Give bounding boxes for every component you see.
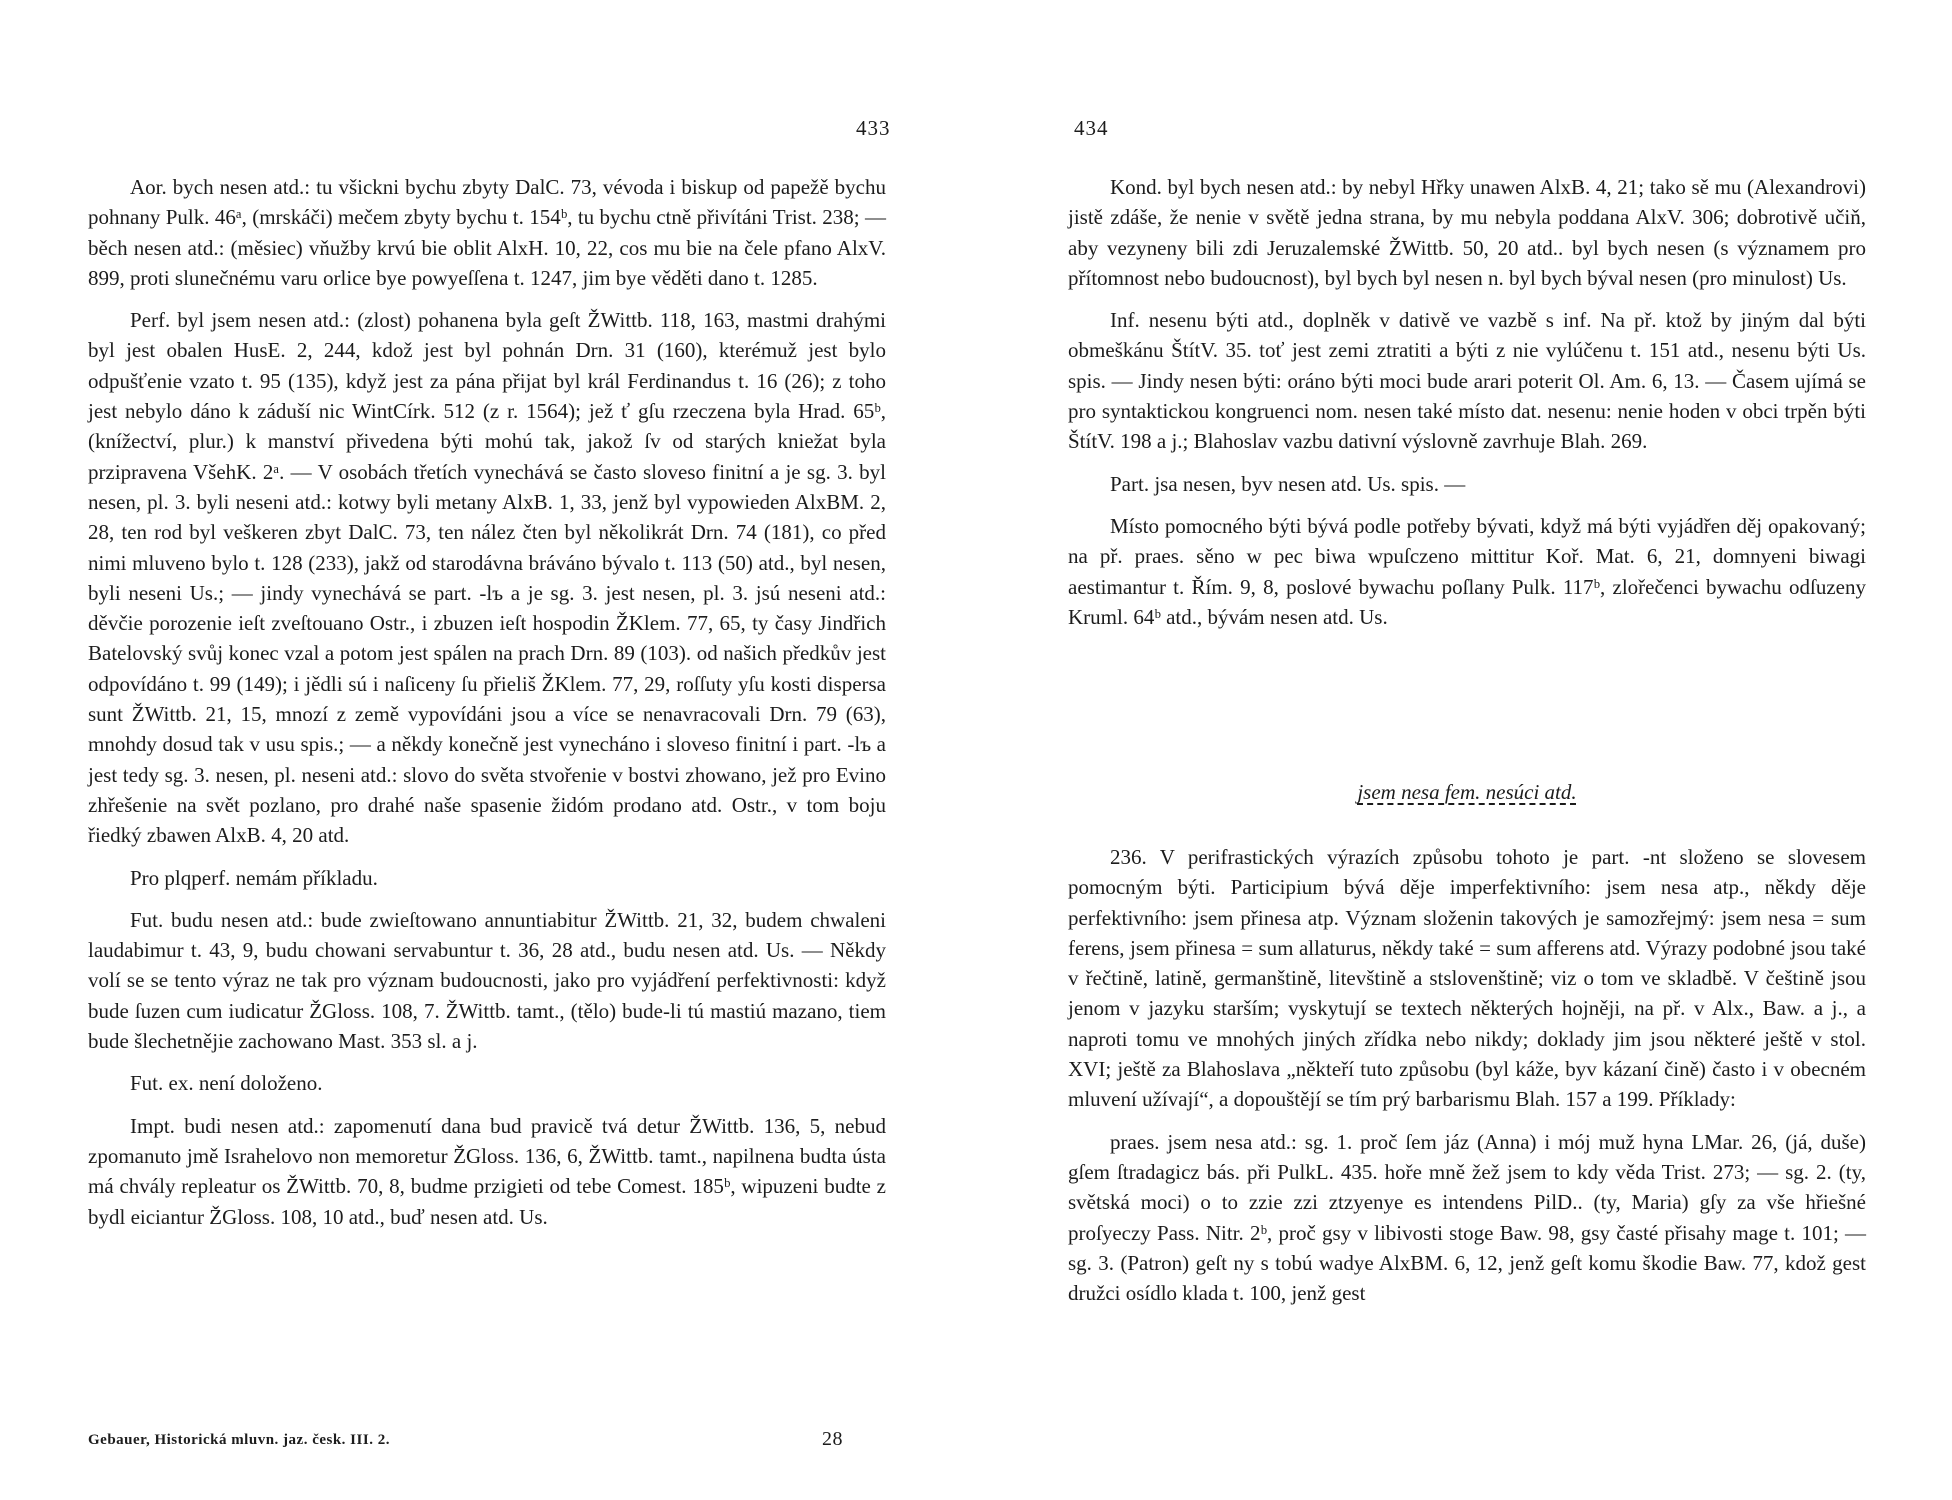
paragraph-fut-ex: Fut. ex. není doloženo. bbox=[130, 1071, 323, 1096]
paragraph-perf: Perf. byl jsem nesen atd.: (zlost) pohanena byla geſt ŽWittb. 118, 163, mastmi drahými byl jest obalen HusE. 2, 244, kdož jest byl pohnán Drn. 31 (160), kterémuž jest bylo odpušťenie vzato t. 95 (135), když jest za pána přijat byl král Ferdinandus t. 16 (26); z toho jest nebylo dáno k záduší nic WintCírk. 512 (z r. 1564); jež ť gſu rzeczena byla Hrad. 65ᵇ, (knížectví, plur.) k manství přivedena býti mohú tak, jakož ſv od starých kniežat byla przipravena VšehK. 2ᵃ. — V osobách třetích vynechává se často sloveso finitní a je sg. 3. byl nesen, pl. 3. byli neseni atd.: kotwy byli metany AlxB. 1, 33, jenž byl vypowieden AlxBM. 2, 28, ten rod byl veškeren zbyt DalC. 73, ten nález čten byl několikrát Drn. 74 (181), co před nimi mluveno bylo t. 128 (233), jakž od starodávna bráváno bývalo t. 113 (50) atd., byl nesen, byli neseni Us.; — jindy vynechává se part. -lъ a je sg. 3. jest nesen, pl. 3. jsú neseni atd.: děvčie porozenie ieſt zveſtouano Ostr., i zbuzen ieſt hospodin ŽKlem. 77, 65, ty časy Jindřich Batelovský svůj konec vzal a potom jest spálen na prach Drn. 89 (103). od našich předkův jest odpovídáno t. 99 (149); i jědli sú i naſiceny ſu přieliš ŽKlem. 77, 29, roſſuty yſu kosti dispersa sunt ŽWittb. 21, 15, mnozí z země vypovídáni jsou a více se nenavracovali Drn. 79 (63), mnohdy dosud tak v usu spis.; — a někdy konečně jest vynecháno i sloveso finitní i part. -lъ a jest tedy sg. 3. nesen, pl. neseni atd.: slovo do světa stvořenie v bostvi zhowano, jež pro Evino zhřešenie na svět pozlano, pro drahé naše spasenie židóm prodano atd. Ostr., v tom boju řiedký zbawen AlxB. 4, 20 atd. bbox=[88, 308, 886, 848]
section-title bbox=[1068, 780, 1866, 805]
paragraph-fut: Fut. budu nesen atd.: bude zwieſtowano annuntiabitur ŽWittb. 21, 32, budem chwaleni laudabimur t. 43, 9, budu chowani servabuntur t. 36, 28 atd., budu nesen atd. Us. — Někdy volí se se tento výraz ne tak pro význam budoucnosti, jako pro vyjádření perfektivnosti: když bude ſuzen cum iudicatur ŽGloss. 108, 7. ŽWittb. tamt., (tělo) bude-li tú mastiú mazano, tiem bude šlechetnějie zachowano Mast. 353 sl. a j. bbox=[88, 907, 886, 1054]
right-page bbox=[1068, 0, 1866, 1500]
right-page-body-bottom bbox=[1068, 838, 1866, 1320]
paragraph-misto: Místo pomocného býti bývá podle potřeby bývati, když má býti vyjádřen děj opakovaný; na př. praes. sěno w pec biwa wpuſczeno mittitur Koř. Mat. 6, 21, domnyeni biwagi aestimantur t. Řím. 9, 8, poslové bywachu poſlany Pulk. 117ᵇ, zlořečenci bywachu odſuzeny Kruml. 64ᵇ atd., bývám nesen atd. Us. bbox=[1068, 513, 1866, 629]
paragraph-kond: Kond. byl bych nesen atd.: by nebyl Hřky unawen AlxB. 4, 21; tako sě mu (Alexandrovi) jistě zdáše, že nenie v světě jedna strana, by mu nebyla poddana AlxV. 306; dobrotivě učiň, aby vezyneny bili zdi Jeruzalemské ŽWittb. 50, 20 atd.. byl bych nesen (s významem pro přítomnost nebo budoucnost), byl bych byl nesen n. byl bych býval nesen (pro minulost) Us. bbox=[1068, 175, 1866, 290]
paragraph-inf: Inf. nesenu býti atd., doplněk v dativě ve vazbě s inf. Na př. ktož by jiným dal býti obmeškánu ŠtítV. 35. toť jest zemi ztratiti a býti z nie vylúčenu t. 151 atd., nesenu býti Us. spis. — Jindy nesen býti: oráno býti moci bude arari poterit Ol. Am. 6, 13. — Časem ujímá se pro syntaktickou kongruenci nom. nesen také místo dat. nesenu: nenie hoden v obci trpěn býti ŠtítV. 198 a j.; Blahoslav vazbu dativní výslovně zavrhuje Blah. 269. bbox=[1068, 308, 1866, 454]
left-page-body bbox=[88, 168, 886, 1244]
page-number-left: 433 bbox=[856, 116, 891, 140]
right-page-body-top bbox=[1068, 168, 1866, 644]
paragraph-236: 236. V perifrastických výrazích způsobu tohoto je part. -nt složeno se slovesem pomocným býti. Participium bývá děje imperfektivního: jsem nesa atp., někdy děje perfektivního: jsem přinesa atp. Význam složenin takových je samozřejmý: jsem nesa = sum ferens, jsem přinesa = sum allaturus, někdy také = sum afferens atd. Výrazy podobné jsou také v řečtině, latině, germanštině, litevštině a stslovenštině; viz o tom ve skladbě. V češtině jsou jenom v jazyku starším; vyskytují se textech některých hojněji, na př. v Alx., Baw. a j., a naproti tomu ve mnohých jiných zřídka nebo nikdy; doklady jim jsou některé ještě v stol. XVI; ještě za Blahoslava „někteří tuto způsobu (byl káže, byv kázaní čině) často i v obecném mluvení užívají“, a dopouštějí se tím prý barbarismu Blah. 157 a 199. Příklady: bbox=[1068, 845, 1866, 1112]
paragraph-part: Part. jsa nesen, byv nesen atd. Us. spis. — bbox=[1110, 471, 1466, 496]
left-page bbox=[88, 0, 891, 1500]
paragraph-praes: praes. jsem nesa atd.: sg. 1. proč ſem jáz (Anna) i mój muž hyna LMar. 26, (já, duše) gſem ſtradagicz bás. při PulkL. 435. hoře mně žež jsem to kdy věda Trist. 273; — sg. 2. (ty, světská moci) o to zzie zzi ztzyenye es intendens PilD.. (ty, Maria) gſy za vše hřiešné proſyeczy Pass. Nitr. 2ᵇ, proč gsy v libivosti stoge Baw. 98, gsy časté přisahy mage t. 101; — sg. 3. (Patron) geſt ny s tobú wadye AlxBM. 6, 12, jenž geſt komu škodie Baw. 77, kdož gest družci osídlo klada t. 100, jenž gest bbox=[1068, 1129, 1866, 1306]
paragraph-impt: Impt. budi nesen atd.: zapomenutí dana bud pravicě tvá detur ŽWittb. 136, 5, nebud zpomanuto jmě Israhelovo non memoretur ŽGloss. 136, 6, ŽWittb. tamt., napilnena budta ústa má chvály repleatur os ŽWittb. 70, 8, budme przigieti od tebe Comest. 185ᵇ, wipuzeni budte z bydl eiciantur ŽGloss. 108, 10 atd., buď nesen atd. Us. bbox=[88, 1113, 886, 1229]
paragraph-plqperf: Pro plqperf. nemám příkladu. bbox=[130, 865, 378, 890]
paragraph-aor: Aor. bych nesen atd.: tu všickni bychu zbyty DalC. 73, vévoda i biskup od papežě bychu pohnany Pulk. 46ᵃ, (mrskáči) mečem zbyty bychu t. 154ᵇ, tu bychu ctně přivítáni Trist. 238; — běch nesen atd.: (měsiec) vňužby krvú bie oblit AlxH. 10, 22, cos mu bie na čele pfano AlxV. 899, proti slunečnému varu orlice bye powyeſſena t. 1247, jim bye věděti dano t. 1285. bbox=[88, 175, 886, 290]
footer-signature: 28 bbox=[822, 1428, 843, 1450]
footer-source: Gebauer, Historická mluvn. jaz. česk. III. 2. bbox=[88, 1432, 390, 1448]
section-title-text: jsem nesa fem. nesúci atd. bbox=[1357, 780, 1577, 804]
page-number-right: 434 bbox=[1074, 116, 1109, 140]
